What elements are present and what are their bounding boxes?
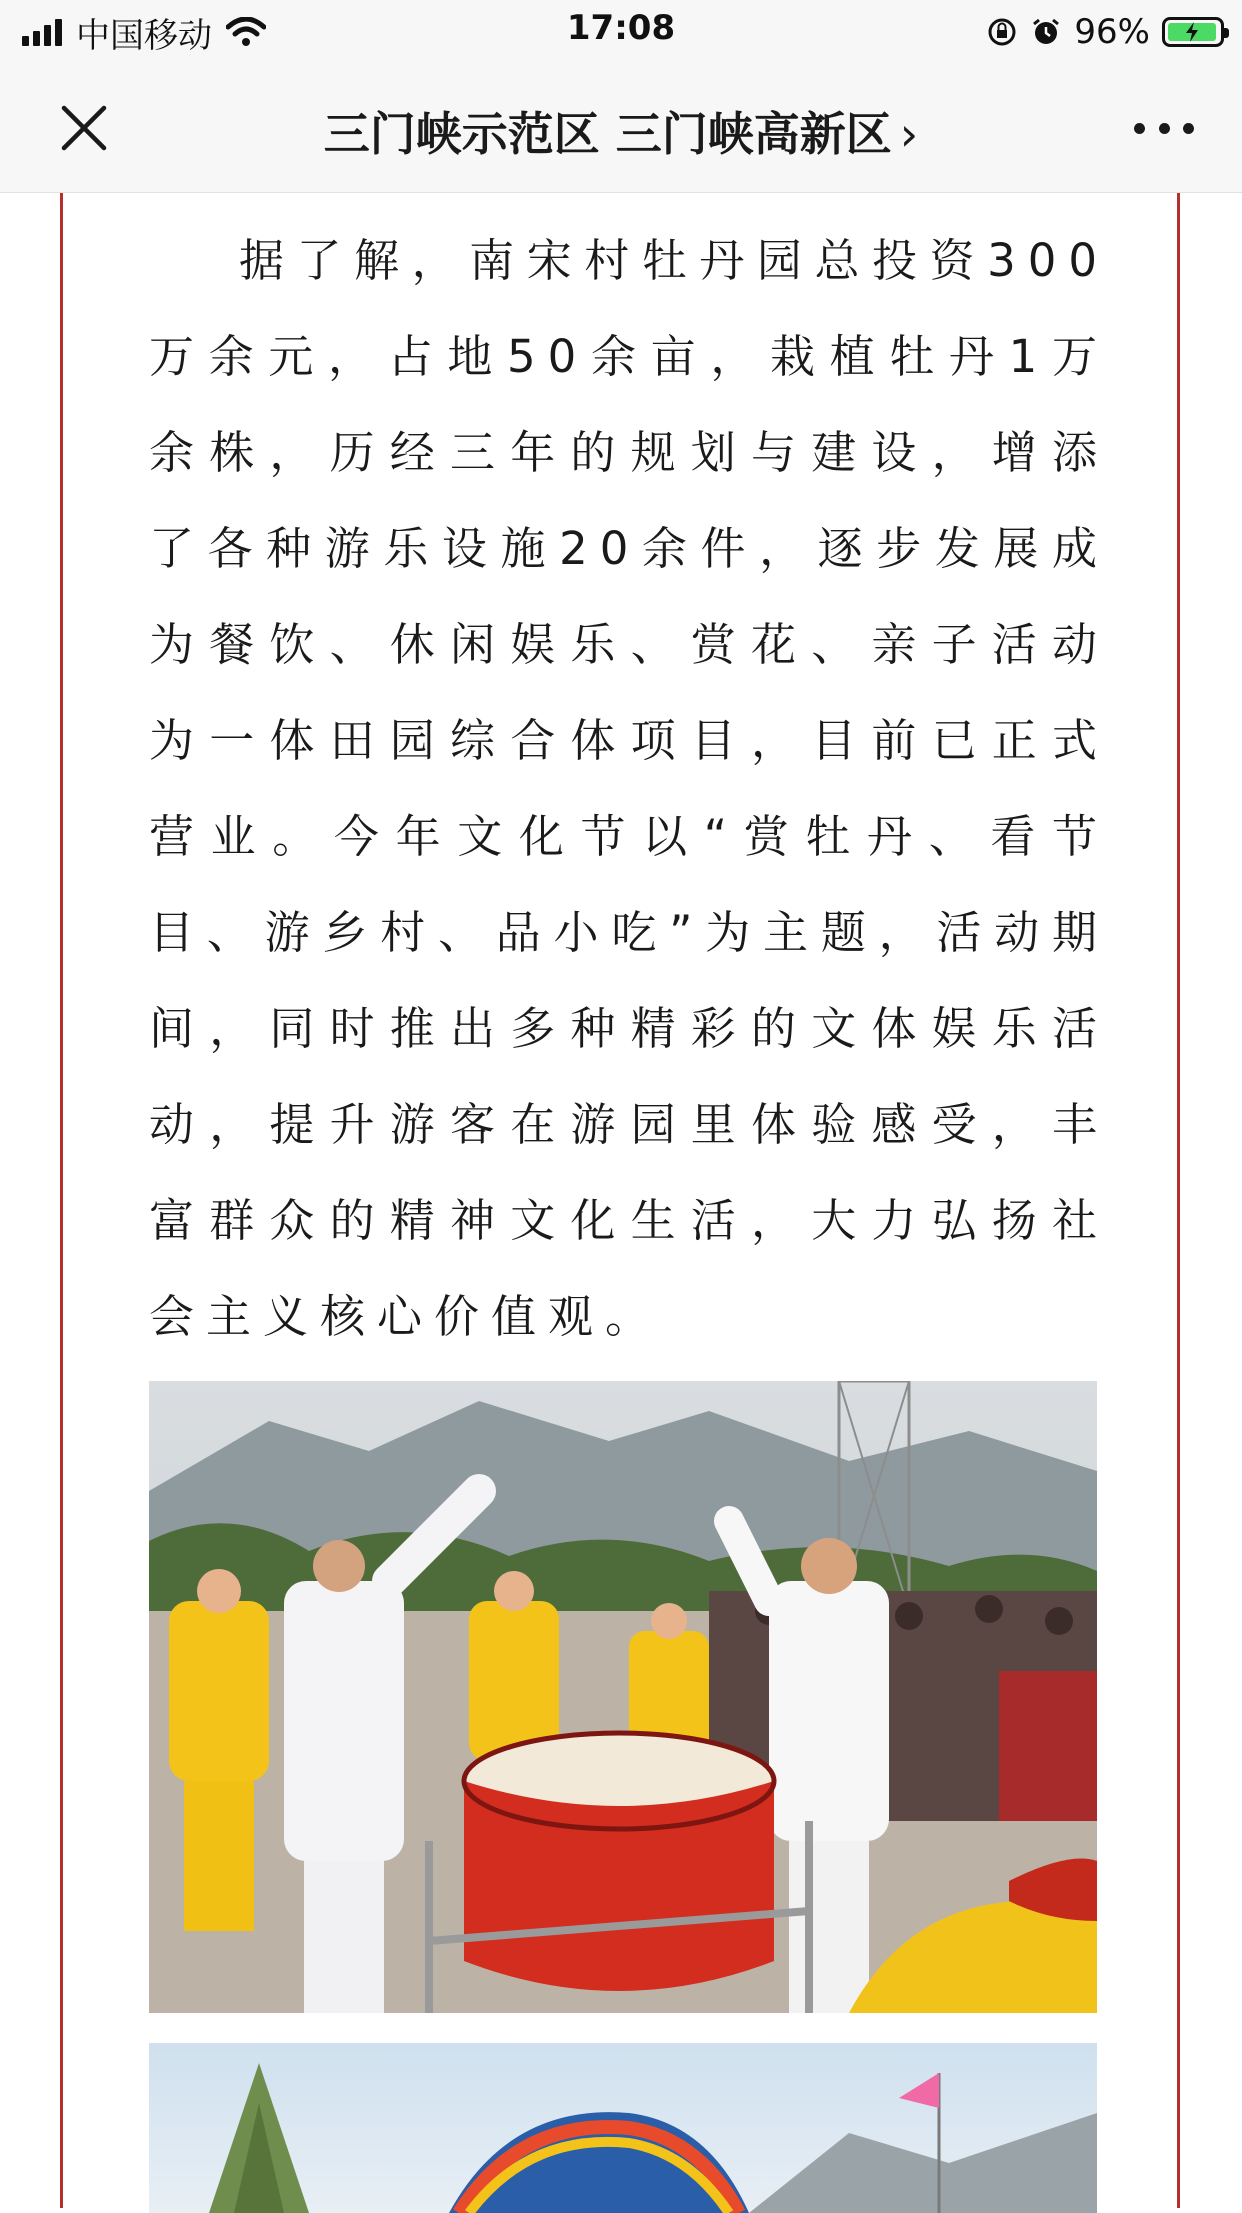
status-bar: [0, 0, 1242, 64]
more-icon-dot: [1183, 123, 1194, 134]
close-icon: [56, 100, 112, 156]
article-frame: [60, 193, 1180, 2208]
battery-icon: [1162, 17, 1224, 47]
more-icon-dot: [1134, 123, 1145, 134]
chevron-right-icon: ›: [899, 107, 919, 161]
nav-title-link[interactable]: [220, 98, 1022, 164]
more-button[interactable]: [1134, 110, 1194, 146]
battery-percent: 96%: [1074, 12, 1150, 52]
article-photo-drum-performance[interactable]: [149, 1381, 1097, 2013]
carrier-name: 中国移动: [76, 15, 212, 56]
article-photo-drum-landscape[interactable]: [149, 2043, 1097, 2213]
nav-bar: [0, 64, 1242, 193]
page-title: 三门峡示范区 三门峡高新区: [323, 107, 892, 161]
status-time: 17:08: [566, 8, 676, 48]
alarm-icon: [1030, 16, 1062, 48]
photo-drum-landscape: [149, 2043, 1097, 2213]
photo-drum-performance: [149, 1381, 1097, 2013]
battery-fill: [1168, 23, 1216, 41]
charging-bolt-icon: [1184, 22, 1200, 42]
rotation-lock-icon: [986, 16, 1018, 48]
status-right: [986, 10, 1224, 54]
more-icon-dot: [1159, 123, 1170, 134]
article-paragraph: 据了解，南宋村牡丹园总投资300万余元，占地50余亩，栽植牡丹1万余株，历经三年的规划与建设，增添了各种游乐设施20余件，逐步发展成为餐饮、休闲娱乐、赏花、亲子活动为一体田园综合体项目，目前已正式营业。今年文化节以“赏牡丹、看节目、游乡村、品小吃”为主题，活动期间，同时推出多种精彩的文体娱乐活动，提升游客在游园里体验感受，丰富群众的精神文化生活，大力弘扬社会主义核心价值观。: [149, 234, 1109, 1343]
close-button[interactable]: [56, 100, 112, 156]
